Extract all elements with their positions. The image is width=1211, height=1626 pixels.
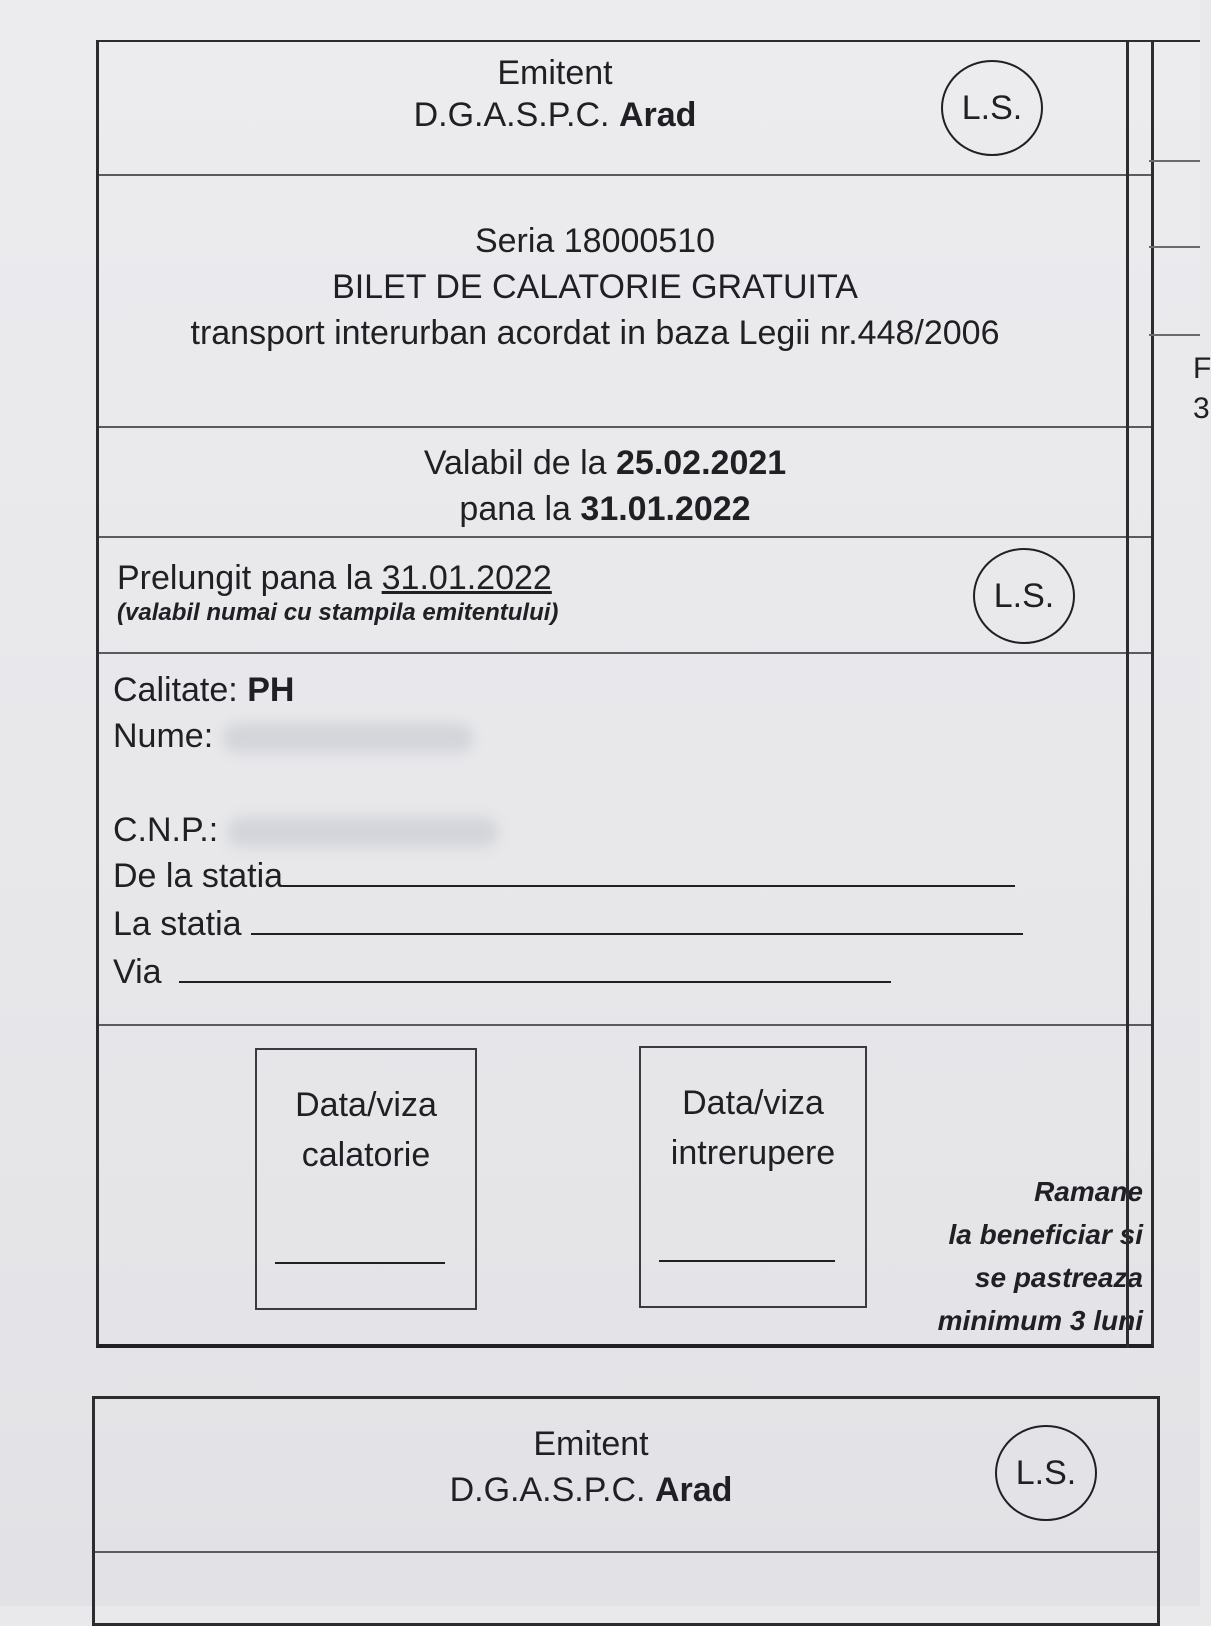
neighbor-glyph-2: 3 bbox=[1193, 392, 1210, 425]
header-stamp-label: L.S. bbox=[961, 88, 1023, 127]
separator-extension bbox=[99, 652, 1151, 654]
name-line bbox=[113, 714, 473, 758]
ticket-next bbox=[92, 1396, 1160, 1626]
validity-from-label: Valabil de la bbox=[423, 444, 607, 482]
extension-line bbox=[117, 556, 552, 600]
extension-note: (valabil numai cu stampila emitentului) bbox=[117, 599, 559, 626]
next-issuer-name-city: Arad bbox=[654, 1471, 733, 1509]
cnp-redacted bbox=[228, 817, 498, 847]
extension-stamp bbox=[973, 548, 1075, 644]
extension-stamp-label: L.S. bbox=[993, 576, 1055, 615]
extension-date: 31.01.2022 bbox=[381, 559, 552, 597]
validity-from-date: 25.02.2021 bbox=[616, 444, 787, 482]
neighbor-separator bbox=[1149, 246, 1200, 248]
from-station-line bbox=[113, 854, 1015, 898]
neighbor-ticket-edge bbox=[1126, 40, 1211, 1348]
retention-line1: Ramane bbox=[1034, 1176, 1143, 1207]
viza-travel-line2: calatorie bbox=[301, 1136, 431, 1174]
ticket-subheading: transport interurban acordat in baza Legii nr.448/2006 bbox=[190, 314, 1000, 352]
next-header-stamp bbox=[995, 1425, 1097, 1521]
quality-label: Calitate: bbox=[113, 671, 238, 709]
next-issuer-name-prefix: D.G.A.S.P.C. bbox=[449, 1471, 646, 1509]
retention-line4: minimum 3 luni bbox=[937, 1305, 1143, 1336]
separator-validity bbox=[99, 536, 1151, 538]
quality-value: PH bbox=[247, 671, 295, 709]
ticket-heading: BILET DE CALATORIE GRATUITA bbox=[332, 268, 858, 306]
neighbor-glyph-1: F bbox=[1193, 352, 1211, 385]
retention-line3: se pastreaza bbox=[974, 1262, 1143, 1293]
neighbor-separator bbox=[1149, 334, 1200, 336]
quality-line bbox=[113, 668, 294, 712]
via-blank bbox=[179, 951, 891, 983]
from-station-blank bbox=[283, 855, 1015, 887]
retention-line2: la beneficiar si bbox=[948, 1219, 1143, 1250]
viza-interruption-line2: intrerupere bbox=[670, 1134, 836, 1172]
name-label: Nume: bbox=[113, 717, 214, 755]
viza-travel-box bbox=[255, 1048, 477, 1310]
to-station-blank bbox=[251, 903, 1023, 935]
next-issuer-name bbox=[25, 1467, 1157, 1513]
next-separator-header bbox=[95, 1551, 1157, 1553]
viza-interruption-box bbox=[639, 1046, 867, 1308]
extension-label: Prelungit pana la bbox=[117, 559, 373, 597]
validity-to bbox=[59, 486, 1151, 532]
via-label: Via bbox=[113, 953, 162, 991]
issuer-name-city: Arad bbox=[618, 96, 697, 134]
validity-to-date: 31.01.2022 bbox=[580, 490, 751, 528]
name-redacted bbox=[223, 723, 473, 753]
to-station-label: La statia bbox=[113, 905, 242, 943]
separator-holder bbox=[99, 1024, 1151, 1026]
next-stamp-label: L.S. bbox=[1015, 1453, 1077, 1492]
to-station-line bbox=[113, 902, 1023, 946]
separator-title bbox=[99, 426, 1151, 428]
ticket-main bbox=[96, 40, 1154, 1348]
viza-travel-line1: Data/viza bbox=[295, 1086, 437, 1124]
separator-header bbox=[99, 174, 1151, 176]
next-issuer-label: Emitent bbox=[533, 1425, 649, 1463]
issuer-label: Emitent bbox=[497, 54, 613, 92]
header-stamp bbox=[941, 60, 1043, 156]
viza-travel-signature-line bbox=[275, 1262, 445, 1264]
cnp-line bbox=[113, 808, 498, 852]
ticket-series: Seria 18000510 bbox=[474, 222, 716, 260]
validity-to-label: pana la bbox=[459, 490, 571, 528]
cnp-label: C.N.P.: bbox=[113, 811, 219, 849]
retention-note bbox=[903, 1170, 1143, 1342]
viza-interruption-line1: Data/viza bbox=[682, 1084, 824, 1122]
via-line bbox=[113, 950, 891, 994]
validity-from bbox=[59, 440, 1151, 486]
viza-interruption-signature-line bbox=[659, 1260, 835, 1262]
neighbor-separator bbox=[1149, 160, 1200, 162]
issuer-name-prefix: D.G.A.S.P.C. bbox=[413, 96, 610, 134]
from-station-label: De la statia bbox=[113, 857, 284, 895]
